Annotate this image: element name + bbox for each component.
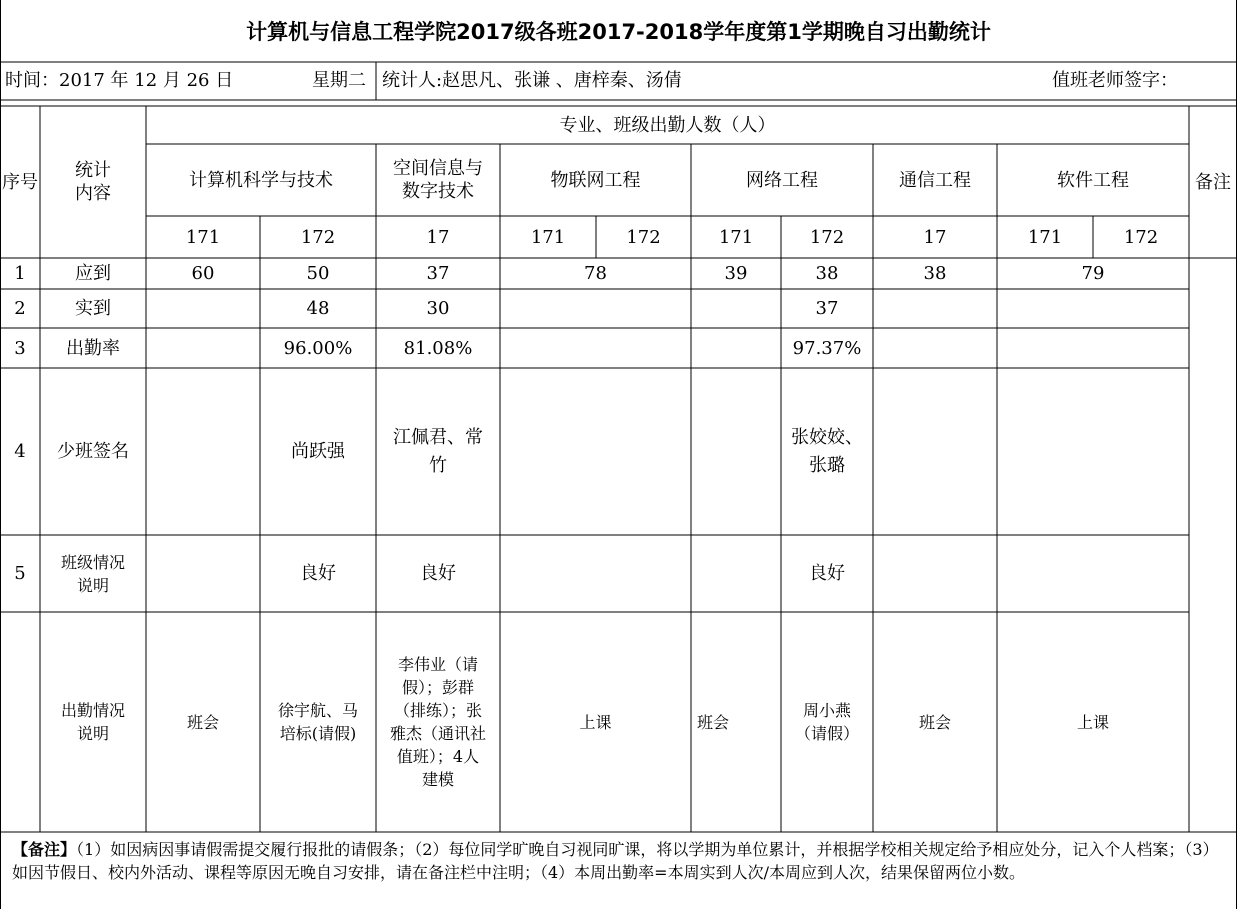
major-space-line1: 空间信息与 (393, 158, 483, 179)
row4-no: 4 (14, 441, 26, 462)
stat-people-text: 统计人:赵思凡、张谦 、唐梓秦、汤倩 (382, 70, 682, 91)
row5-label (40, 535, 146, 612)
row6-space17-line6: 建模 (421, 770, 454, 789)
row2-net172: 37 (815, 298, 839, 319)
footnote-text: （1）如因病因事请假需提交履行报批的请假条；（2）每位同学旷晚自习视同旷课，将以学期为单位累计，并根据学校相关规定给予相应处分，记入个人档案；（3）如因节假日、校内外活动、课程等原因无晚自习安排，请在备注栏中注明；（4）本周出勤率=本周实到人次/本周应到人次，结果保留两位小数。 (12, 840, 1219, 882)
row4-net172-line2: 张璐 (809, 454, 845, 476)
row3-label: 出勤率 (66, 337, 120, 359)
header-content-line1: 统计 (75, 160, 111, 181)
row2-no: 2 (14, 298, 26, 319)
weekday-text: 星期二 (312, 70, 366, 91)
row1-space17: 37 (426, 263, 450, 284)
row1-cs171: 60 (191, 263, 215, 284)
class-iot172: 172 (626, 226, 661, 248)
major-cs: 计算机科学与技术 (189, 169, 333, 191)
row6-label-line2: 说明 (76, 724, 109, 743)
row6-cs172-line1: 徐宇航、马 (277, 701, 358, 720)
row6-cs172 (260, 612, 376, 832)
row4-net172-line1: 张姣姣、 (791, 426, 863, 448)
row1-net171: 39 (724, 263, 748, 284)
row5-cs172: 良好 (300, 563, 336, 584)
row6-space17-line2: 假）；彭群 (401, 678, 474, 697)
date-text: 时间：2017 年 12 月 26 日 (5, 70, 234, 91)
row6-net172-line1: 周小燕 (802, 701, 851, 720)
class-space17: 17 (426, 226, 450, 248)
row6-space17 (376, 612, 500, 832)
row4-cs172: 尚跃强 (291, 441, 345, 462)
row1-net172: 38 (815, 263, 839, 284)
class-cs171: 171 (185, 226, 221, 248)
row6-comm17: 班会 (918, 712, 951, 732)
row4-space17-line2: 竹 (429, 454, 447, 476)
row6-soft: 上课 (1076, 712, 1109, 732)
header-remark: 备注 (1195, 171, 1231, 193)
header-group: 专业、班级出勤人数（人） (559, 114, 776, 136)
row5-space17: 良好 (420, 563, 456, 584)
row4-label: 少班签名 (57, 441, 129, 462)
teacher-sign-label: 值班老师签字： (1052, 70, 1178, 91)
row6-space17-line5: 值班）；4人 (396, 747, 480, 766)
major-space (376, 144, 500, 216)
page-title: 计算机与信息工程学院2017级各班2017-2018学年度第1学期晚自习出勤统计 (246, 20, 991, 44)
row4-net172 (781, 368, 873, 535)
row6-cs172-line2: 培标(请假) (279, 724, 357, 743)
row6-net172-line2: （请假） (794, 724, 859, 743)
row2-space17: 30 (426, 298, 450, 319)
row2-cs172: 48 (306, 298, 330, 319)
row6-label (40, 612, 146, 832)
row5-no: 5 (14, 563, 26, 584)
row6-cs171: 班会 (186, 712, 219, 732)
row1-comm17: 38 (923, 263, 947, 284)
row6-space17-line1: 李伟业（请 (397, 655, 478, 674)
row3-no: 3 (14, 337, 26, 359)
row3-space17: 81.08% (403, 337, 473, 359)
footnote-head: 【备注】 (12, 840, 77, 859)
class-iot171: 171 (530, 226, 566, 248)
row5-label-line1: 班级情况 (60, 552, 125, 572)
row6-net171: 班会 (696, 712, 729, 732)
major-net: 网络工程 (746, 169, 818, 191)
header-seq: 序号 (2, 171, 38, 193)
row4-space17-line1: 江佩君、常 (393, 426, 483, 448)
row6-label-line1: 出勤情况 (60, 701, 125, 720)
row2-label: 实到 (75, 298, 111, 319)
class-soft172: 172 (1123, 226, 1159, 248)
row1-soft: 79 (1081, 263, 1105, 284)
row5-label-line2: 说明 (76, 575, 109, 595)
major-space-line2: 数字技术 (402, 181, 474, 202)
row1-no: 1 (14, 263, 26, 284)
class-comm17: 17 (923, 226, 947, 248)
row6-iot: 上课 (579, 712, 612, 732)
row1-cs172: 50 (306, 263, 330, 284)
major-soft: 软件工程 (1057, 169, 1129, 191)
major-comm: 通信工程 (899, 169, 971, 191)
class-net172: 172 (809, 226, 845, 248)
header-content (40, 106, 146, 258)
row5-net172: 良好 (809, 563, 845, 584)
row3-net172: 97.37% (792, 337, 862, 359)
row3-cs172: 96.00% (283, 337, 353, 359)
row6-space17-line3: （排练）；张 (393, 701, 482, 720)
header-content-line2: 内容 (75, 183, 111, 204)
major-iot: 物联网工程 (550, 169, 641, 191)
footnote (12, 838, 1227, 884)
class-soft171: 171 (1027, 226, 1063, 248)
class-net171: 171 (718, 226, 754, 248)
row6-net172 (781, 612, 873, 832)
row1-label: 应到 (75, 263, 111, 284)
row4-space17 (376, 368, 500, 535)
row6-space17-line4: 雅杰（通讯社 (389, 724, 486, 743)
class-cs172: 172 (300, 226, 336, 248)
row1-iot: 78 (584, 263, 607, 284)
